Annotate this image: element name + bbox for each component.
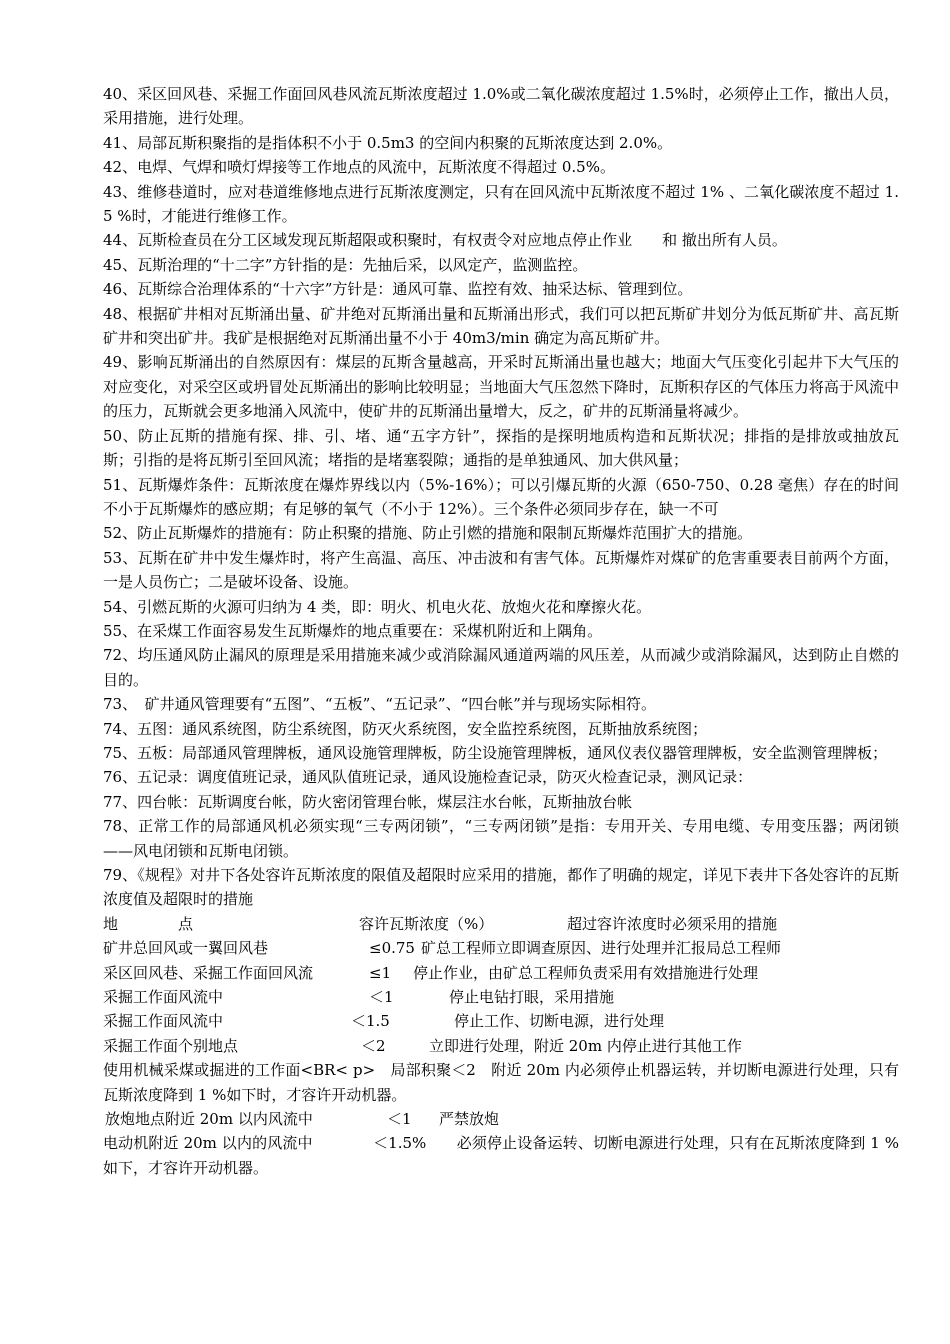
paragraph-50: 50、防止瓦斯的措施有探、排、引、堵、通“五字方针”，探指的是探明地质构造和瓦斯状况；排指的是排放或抽放瓦斯；引指的是将瓦斯引至回风流；堵指的是堵塞裂隙；通指的是单独通风、加大供风量； — [103, 426, 899, 470]
paragraph-78: 78、正常工作的局部通风机必须实现“三专两闭锁”，“三专两闭锁”是指：专用开关、专用电缆、专用变压器；两闭锁——风电闭锁和瓦斯电闭锁。 — [103, 817, 899, 860]
row-measure: 停止电钻打眼，采用措施 — [449, 987, 615, 1006]
table-row — [103, 936, 899, 960]
row-location: 采掘工作面风流中 — [103, 1012, 224, 1031]
row-concentration: ≤0.75 — [369, 939, 415, 958]
paragraph-72: 72、均压通风防止漏风的原理是采用措施来减少或消除漏风通道两端的风压差，从而减少或消除漏风，达到防止自燃的目的。 — [103, 646, 899, 689]
paragraph-49: 49、影响瓦斯涌出的自然原因有：煤层的瓦斯含量越高，开采时瓦斯涌出量也越大；地面大气压变化引起井下大气压的对应变化，对采空区或坍冒处瓦斯涌出的影响比较明显；当地面大气压忽然下降时，瓦斯积存区的气体压力将高于风流中的压力，瓦斯就会更多地涌入风流中，使矿井的瓦斯涌出量增大，反之，矿井的瓦斯涌量将减少。 — [103, 353, 899, 421]
paragraph-77: 77、四台帐：瓦斯调度台帐，防火密闭管理台帐，煤层注水台帐，瓦斯抽放台帐 — [103, 792, 633, 811]
row-location: 采掘工作面风流中 — [103, 987, 224, 1006]
paragraph-55: 55、在采煤工作面容易发生瓦斯爆炸的地点重要在：采煤机附近和上隅角。 — [103, 621, 603, 640]
row-measure: 矿总工程师立即调查原因、进行处理并汇报局总工程师 — [421, 939, 782, 958]
row-location: 采区回风巷、采掘工作面回风流 — [103, 963, 314, 982]
row-measure: 立即进行处理，附近 20m 内停止进行其他工作 — [429, 1036, 742, 1055]
paragraph-40: 40、采区回风巷、采掘工作面回风巷风流瓦斯浓度超过 1.0%或二氧化碳浓度超过 1.5%时，必须停止工作，撤出人员，采用措施，进行处理。 — [103, 85, 899, 128]
paragraph-46: 46、瓦斯综合治理体系的“十六字”方针是：通风可靠、监控有效、抽采达标、管理到位。 — [103, 280, 693, 299]
table-row-wrapped — [103, 1058, 899, 1107]
row-motor: 电动机附近 20m 以内的风流中 ＜1.5% 必须停止设备运转、切断电源进行处理，只有在瓦斯浓度降到 1 %如下，才容许开动机器。 — [103, 1134, 899, 1177]
table-row — [103, 1034, 899, 1058]
table-header-row — [103, 912, 899, 936]
header-measure: 超过容许浓度时必须采用的措施 — [567, 914, 778, 933]
row-measure: 严禁放炮 — [439, 1109, 500, 1128]
row-concentration: ＜2 — [361, 1036, 386, 1055]
paragraph-48: 48、根据矿井相对瓦斯涌出量、矿井绝对瓦斯涌出量和瓦斯涌出形式，我们可以把瓦斯矿井划分为低瓦斯矿井、高瓦斯矿井和突出矿井。我矿是根据绝对瓦斯涌出量不小于 40m3/min 确定为高瓦斯矿井。 — [103, 304, 899, 348]
table-row — [103, 1107, 899, 1131]
paragraph-43: 43、维修巷道时，应对巷道维修地点进行瓦斯浓度测定，只有在回风流中瓦斯浓度不超过 1% 、二氧化碳浓度不超过 1.5 %时，才能进行维修工作。 — [103, 182, 899, 226]
paragraph-74: 74、五图：通风系统图，防尘系统图，防灭火系统图，安全监控系统图，瓦斯抽放系统图； — [103, 719, 708, 738]
row-concentration: ＜1 — [369, 987, 394, 1006]
row-location: 采掘工作面个别地点 — [103, 1036, 239, 1055]
row-location: 矿井总回风或一翼回风巷 — [103, 939, 269, 958]
row-concentration: ＜1 — [387, 1109, 412, 1128]
table-row-wrapped — [103, 1131, 899, 1180]
table-row — [103, 1009, 899, 1033]
paragraph-52: 52、防止瓦斯爆炸的措施有：防止积聚的措施、防止引燃的措施和限制瓦斯爆炸范围扩大的措施。 — [103, 524, 753, 543]
table-row — [103, 961, 899, 985]
paragraph-75: 75、五板：局部通风管理牌板，通风设施管理牌板，防尘设施管理牌板，通风仪表仪器管理牌板，安全监测管理牌板； — [103, 743, 888, 762]
header-concentration: 容许瓦斯浓度（%） — [359, 914, 494, 933]
paragraph-51: 51、瓦斯爆炸条件：瓦斯浓度在爆炸界线以内（5%-16%）；可以引爆瓦斯的火源（650-750、0.28 毫焦）存在的时间不小于瓦斯爆炸的感应期；有足够的氧气（不小于 12%）。三个条件必须同步存在，缺一不可 — [103, 475, 899, 518]
row-concentration: ≤1 — [369, 963, 392, 982]
paragraph-45: 45、瓦斯治理的“十二字”方针指的是：先抽后采，以风定产，监测监控。 — [103, 255, 588, 274]
document-body — [103, 82, 899, 1180]
table-row — [103, 985, 899, 1009]
paragraph-53: 53、瓦斯在矿井中发生爆炸时，将产生高温、高压、冲击波和有害气体。瓦斯爆炸对煤矿的危害重要表目前两个方面，一是人员伤亡；二是破坏设备、设施。 — [103, 548, 899, 592]
row-location: 放炮地点附近 20m 以内风流中 — [105, 1109, 313, 1128]
row-measure: 停止工作、切断电源，进行处理 — [454, 1012, 665, 1031]
paragraph-73: 73、 矿井通风管理要有“五图”、“五板”、“五记录”、“四台帐”并与现场实际相符。 — [103, 695, 656, 714]
paragraph-79: 79、《规程》对井下各处容许瓦斯浓度的限值及超限时应采用的措施，都作了明确的规定，详见下表井下各处容许的瓦斯浓度值及超限时的措施 — [103, 866, 899, 909]
row-concentration: ＜1.5 — [351, 1012, 390, 1031]
header-location-b: 点 — [178, 914, 194, 933]
row-measure: 停止作业，由矿总工程师负责采用有效措施进行处理 — [413, 963, 759, 982]
paragraph-76: 76、五记录：调度值班记录，通风队值班记录，通风设施检查记录，防灭火检查记录，测风记录： — [103, 768, 753, 787]
paragraph-42: 42、电焊、气焊和喷灯焊接等工作地点的风流中，瓦斯浓度不得超过 0.5%。 — [103, 158, 615, 177]
paragraph-41: 41、局部瓦斯积聚指的是指体积不小于 0.5m3 的空间内积聚的瓦斯浓度达到 2.0%。 — [103, 133, 673, 152]
paragraph-44: 44、瓦斯检查员在分工区域发现瓦斯超限或积聚时，有权责令对应地点停止作业 和 撤出所有人员。 — [103, 231, 787, 250]
header-location-a: 地 — [103, 914, 119, 933]
row-machine-mining: 使用机械采煤或掘进的工作面<BR< p> 局部积聚＜2 附近 20m 内必须停止机器运转，并切断电源进行处理，只有瓦斯浓度降到 1 %如下时，才容许开动机器。 — [103, 1061, 899, 1104]
paragraph-54: 54、引燃瓦斯的火源可归纳为 4 类，即：明火、机电火花、放炮火花和摩擦火花。 — [103, 597, 652, 616]
